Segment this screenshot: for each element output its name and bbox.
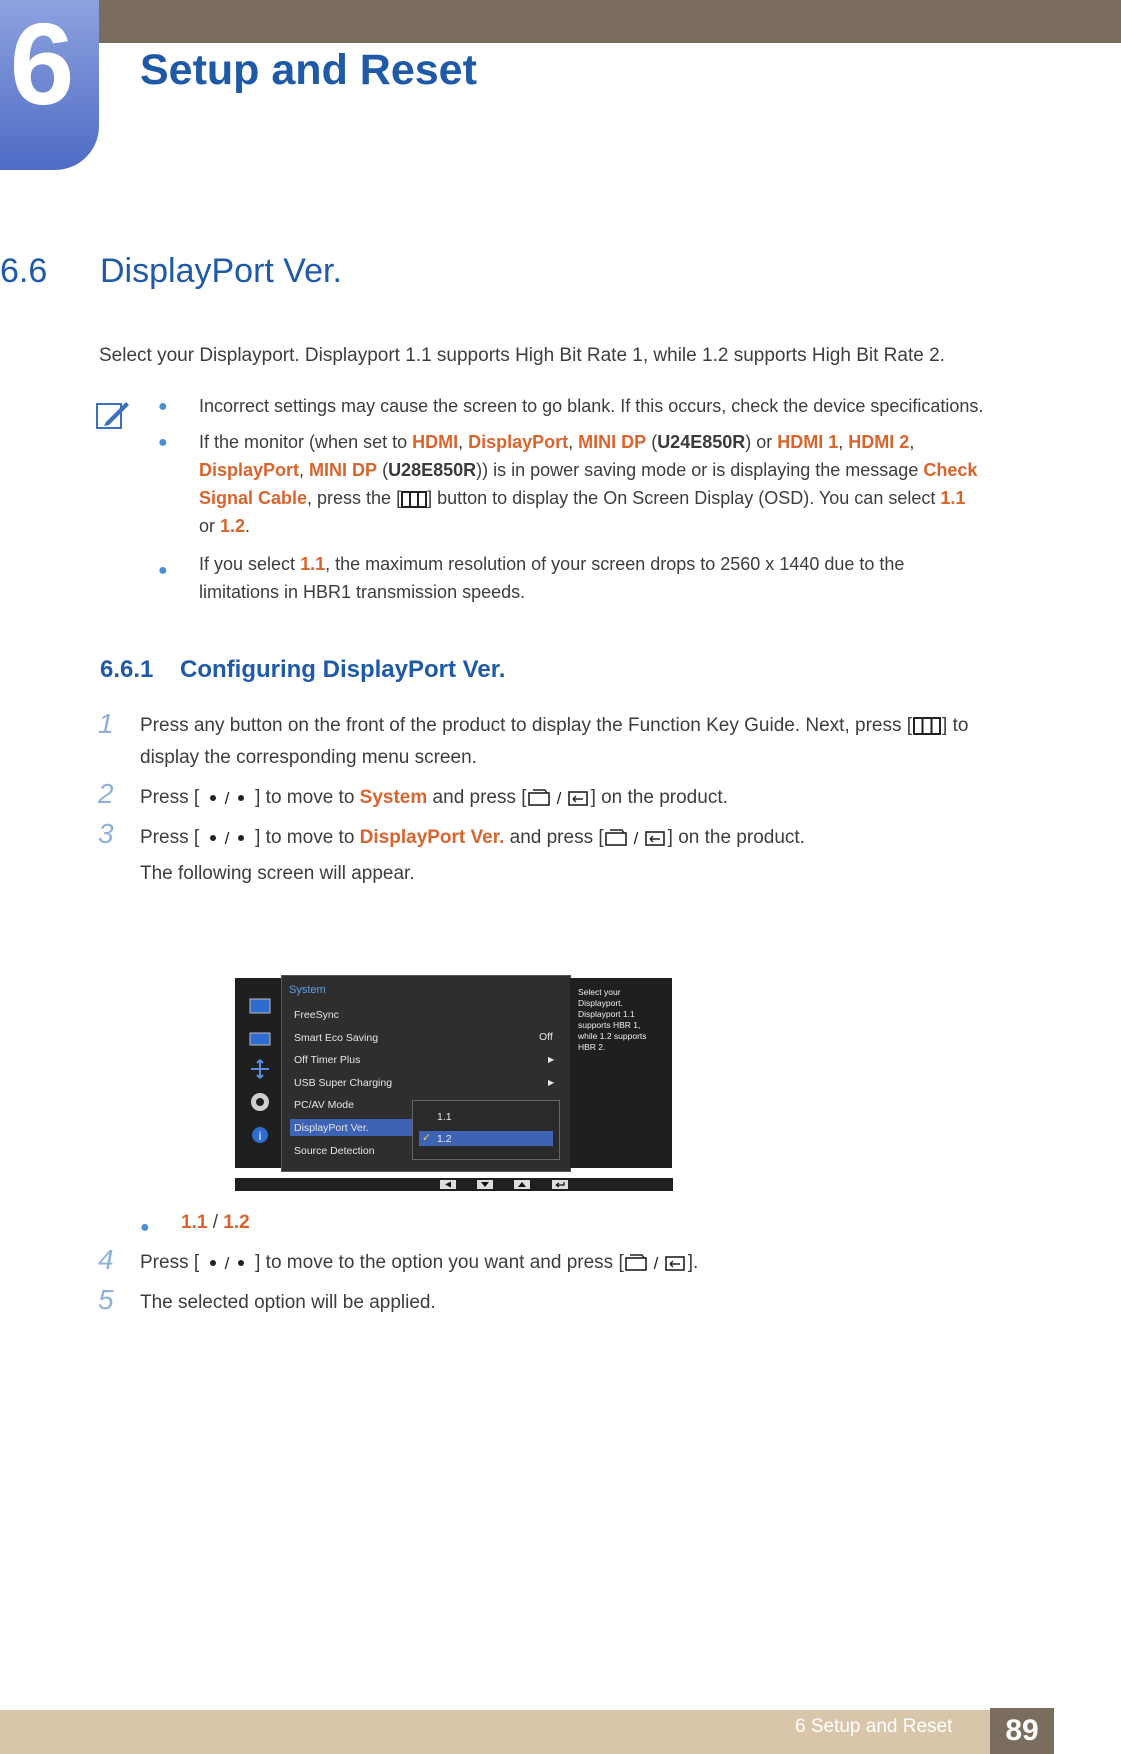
note-3-text: limitations in HBR1 transmission speeds.	[199, 582, 526, 602]
step-number: 3	[98, 818, 114, 849]
note-2-text: (	[377, 460, 389, 480]
note-2-text: If the monitor (when set to	[199, 432, 413, 452]
term-displayport: DisplayPort	[199, 460, 300, 480]
osd-help-line: Displayport.	[578, 998, 623, 1008]
term-hdmi-1: HDMI 1	[777, 432, 839, 452]
section-number: 6.6	[0, 252, 48, 290]
osd-item-selected[interactable]: DisplayPort Ver.	[294, 1122, 369, 1134]
svg-text:/: /	[556, 788, 561, 808]
up-down-buttons-icon	[199, 828, 255, 848]
term-mini-dp: MINI DP	[578, 432, 647, 452]
step-3-text: ] on the product.	[667, 827, 805, 848]
svg-text:/: /	[224, 828, 230, 848]
chapter-number: 6	[9, 0, 75, 129]
term-displayport: DisplayPort	[468, 432, 569, 452]
screen-icon	[250, 1033, 270, 1045]
step-number: 4	[98, 1244, 114, 1275]
section-title	[0, 252, 342, 291]
note-2-text: , press the [	[307, 488, 402, 508]
svg-text:/: /	[653, 1253, 659, 1273]
arrow-right-icon: ▶	[548, 1078, 555, 1087]
model-u28: U28E850R	[388, 460, 477, 480]
note-2-text: ,	[299, 460, 310, 480]
step-2-text: Press [	[140, 787, 200, 808]
step-2-text: and press [	[427, 787, 527, 808]
step-4-text: ] to move to the option you want and press [	[255, 1252, 624, 1273]
note-2-text: )) is in power saving mode or is displaying the message	[476, 460, 924, 480]
step-2-text: ] on the product.	[590, 787, 728, 808]
options-line	[181, 1209, 250, 1237]
osd-help-line: Select your	[578, 987, 621, 997]
note-3-text: , the maximum resolution of your screen drops to 2560 x 1440 due to the	[325, 554, 905, 574]
note-2-text: .	[245, 516, 251, 536]
term-signal-cable: Signal Cable	[199, 488, 308, 508]
osd-help-line: while 1.2 supports	[578, 1031, 647, 1041]
note-2-text: or	[199, 516, 221, 536]
svg-text:/: /	[633, 828, 639, 848]
osd-header: System	[289, 984, 326, 996]
step-3-text: ] to move to	[255, 827, 360, 848]
svg-text:/: /	[224, 788, 230, 808]
step-1-text: ] to	[942, 715, 969, 736]
step-1-text: display the corresponding menu screen.	[140, 747, 477, 768]
model-u24: U24E850R	[657, 432, 746, 452]
osd-item[interactable]: FreeSync	[294, 1009, 339, 1021]
svg-text:i: i	[258, 1129, 262, 1143]
position-icon	[251, 1060, 269, 1078]
term-mini-dp: MINI DP	[309, 460, 378, 480]
osd-key-icons	[440, 1179, 570, 1190]
enter-button-icon	[527, 787, 591, 809]
osd-help-line: Displayport 1.1	[578, 1009, 635, 1019]
value-1-2: 1.2	[220, 516, 246, 536]
bullet-icon: ●	[158, 398, 168, 415]
note-1: Incorrect settings may cause the screen to go blank. If this occurs, check the device specifications.	[199, 396, 984, 416]
svg-text:/: /	[224, 1253, 230, 1273]
step-2-text: ] to move to	[255, 787, 360, 808]
step-3-after-text: The following screen will appear.	[140, 863, 415, 884]
note-2-text: ,	[568, 432, 579, 452]
picture-icon	[250, 999, 270, 1013]
step-5: The selected option will be applied.	[140, 1292, 436, 1313]
osd-item[interactable]: Source Detection	[294, 1145, 375, 1157]
step-1-text: Press any button on the front of the product to display the Function Key Guide. Next, press [	[140, 715, 913, 736]
value-1-1: 1.1	[940, 488, 966, 508]
note-2-text: (	[646, 432, 658, 452]
note-3-text: If you select	[199, 554, 301, 574]
page-number: 89	[990, 1708, 1054, 1754]
chapter-title: Setup and Reset	[140, 46, 477, 94]
osd-help-text	[578, 987, 647, 1053]
up-down-buttons-icon	[199, 1253, 255, 1273]
osd-item[interactable]: PC/AV Mode	[294, 1099, 354, 1111]
note-2-text: ,	[838, 432, 849, 452]
check-icon: ✓	[422, 1132, 431, 1144]
step-3-text: and press [	[504, 827, 604, 848]
osd-submenu	[412, 1100, 560, 1160]
term-system: System	[359, 787, 428, 808]
step-number: 2	[98, 778, 114, 809]
osd-sub-option-selected[interactable]: 1.2	[437, 1133, 452, 1145]
value-1-1: 1.1	[300, 554, 326, 574]
step-1	[140, 712, 1040, 772]
osd-icons	[248, 998, 272, 1148]
menu-button-icon	[401, 489, 427, 509]
arrow-right-icon: ▶	[548, 1055, 555, 1064]
note-2	[199, 428, 1039, 540]
step-number: 5	[98, 1284, 114, 1315]
enter-button-icon	[624, 1252, 688, 1274]
enter-button-icon	[604, 827, 668, 849]
osd-sub-option[interactable]: 1.1	[437, 1111, 452, 1123]
value-1-1: 1.1	[181, 1212, 208, 1233]
term-hdmi-2: HDMI 2	[848, 432, 910, 452]
osd-item[interactable]: USB Super Charging	[294, 1077, 393, 1089]
intro-paragraph: Select your Displayport. Displayport 1.1 supports High Bit Rate 1, while 1.2 supports High Bit Rate 2.	[99, 345, 945, 366]
subsection-title	[100, 656, 505, 684]
term-displayport-ver: DisplayPort Ver.	[359, 827, 505, 848]
subsection-number: 6.6.1	[100, 656, 154, 683]
step-3	[140, 824, 805, 888]
note-2-text: ) or	[745, 432, 778, 452]
step-4-text: ].	[687, 1252, 699, 1273]
subsection-title-text: Configuring DisplayPort Ver.	[180, 656, 506, 683]
note-pencil-icon	[96, 398, 130, 430]
bullet-icon: ●	[158, 562, 168, 579]
note-2-text: ,	[458, 432, 469, 452]
osd-help-line: supports HBR 1,	[578, 1020, 641, 1030]
footer-chapter: 6 Setup and Reset	[795, 1716, 953, 1737]
osd-help-line: HBR 2.	[578, 1042, 606, 1052]
note-2-text: ] button to display the On Screen Display (OSD). You can select	[427, 488, 941, 508]
top-bar	[0, 0, 1121, 43]
osd-item-value: Off	[539, 1031, 553, 1043]
term-check: Check	[923, 460, 978, 480]
up-down-buttons-icon	[199, 788, 255, 808]
step-2	[140, 784, 728, 812]
menu-button-icon	[912, 715, 942, 737]
step-4-text: Press [	[140, 1252, 200, 1273]
step-number: 1	[98, 708, 114, 739]
note-3	[199, 550, 904, 606]
step-3-text: Press [	[140, 827, 200, 848]
note-2-text: ,	[909, 432, 915, 452]
osd-item[interactable]: Off Timer Plus	[294, 1054, 361, 1066]
step-4	[140, 1249, 698, 1277]
value-1-2: 1.2	[223, 1212, 250, 1233]
section-title-text: DisplayPort Ver.	[100, 252, 342, 290]
osd-item[interactable]: Smart Eco Saving	[294, 1032, 379, 1044]
bullet-icon: ●	[140, 1219, 150, 1236]
bullet-icon: ●	[158, 434, 168, 451]
options-separator: /	[207, 1212, 224, 1233]
term-hdmi: HDMI	[412, 432, 459, 452]
